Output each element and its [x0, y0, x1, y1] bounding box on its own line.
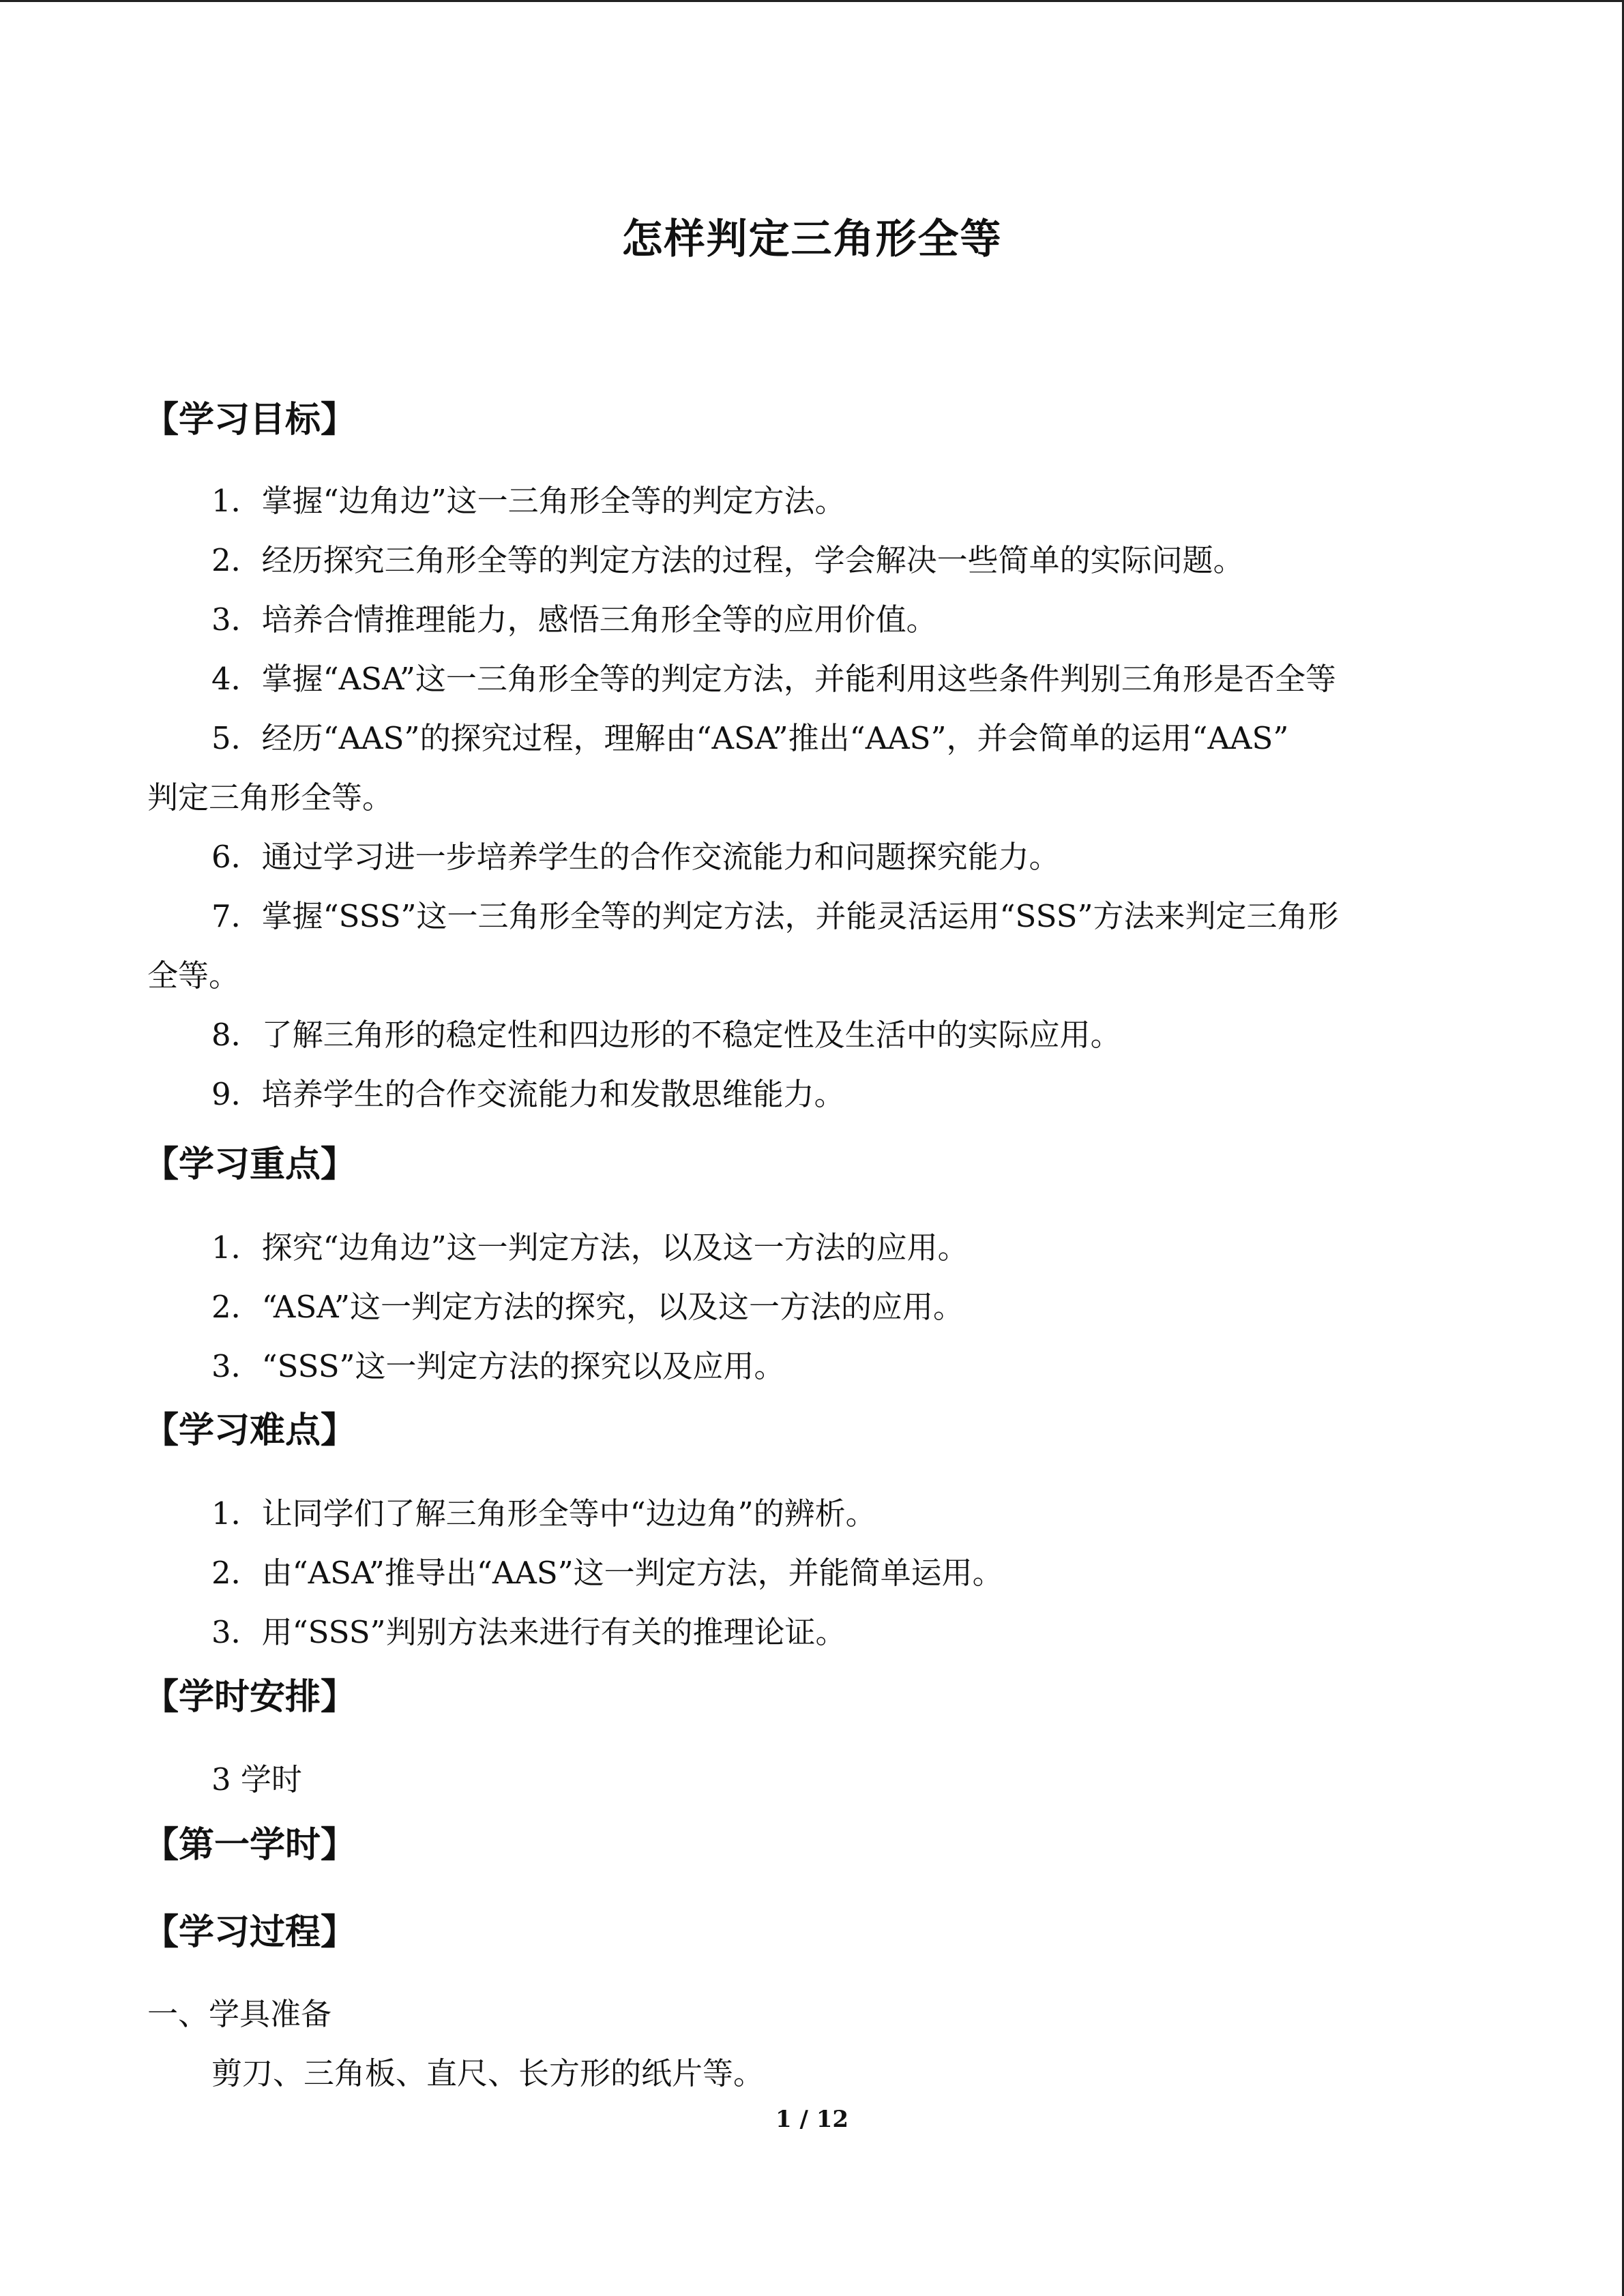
heading-first-period: 【第一学时】 [143, 1825, 357, 1866]
process-subheading: 一、学具准备 [147, 1996, 332, 2032]
goal-item-2: 2．经历探究三角形全等的判定方法的过程，学会解决一些简单的实际问题。 [211, 542, 1244, 578]
heading-difficulties: 【学习难点】 [143, 1410, 357, 1451]
goal-item-7-continued: 全等。 [147, 957, 240, 994]
goal-item-1: 1．掌握“边角边”这一三角形全等的判定方法。 [211, 483, 846, 519]
process-text: 剪刀、三角板、直尺、长方形的纸片等。 [211, 2055, 765, 2091]
goal-item-6: 6．通过学习进一步培养学生的合作交流能力和问题探究能力。 [211, 839, 1060, 875]
heading-schedule: 【学时安排】 [143, 1677, 357, 1718]
goal-item-8: 8．了解三角形的稳定性和四边形的不稳定性及生活中的实际应用。 [211, 1017, 1121, 1053]
heading-learning-process: 【学习过程】 [143, 1912, 357, 1953]
goal-item-5: 5．经历“AAS”的探究过程，理解由“ASA”推出“AAS”，并会简单的运用“AAS” [211, 720, 1289, 756]
document-title: 怎样判定三角形全等 [621, 215, 1003, 263]
difficulty-item-1: 1．让同学们了解三角形全等中“边边角”的辨析。 [211, 1495, 876, 1532]
goal-item-5-continued: 判定三角形全等。 [147, 779, 394, 816]
schedule-text: 3 学时 [211, 1761, 302, 1798]
heading-key-points: 【学习重点】 [143, 1144, 357, 1185]
goal-item-3: 3．培养合情推理能力，感悟三角形全等的应用价值。 [211, 601, 937, 638]
difficulty-item-2: 2．由“ASA”推导出“AAS”这一判定方法，并能简单运用。 [211, 1555, 1003, 1591]
heading-learning-goals: 【学习目标】 [143, 400, 357, 441]
key-point-item-2: 2．“ASA”这一判定方法的探究，以及这一方法的应用。 [211, 1289, 964, 1325]
goal-item-4: 4．掌握“ASA”这一三角形全等的判定方法，并能利用这些条件判别三角形是否全等 [211, 661, 1336, 697]
goal-item-9: 9．培养学生的合作交流能力和发散思维能力。 [211, 1076, 845, 1112]
key-point-item-1: 1．探究“边角边”这一判定方法，以及这一方法的应用。 [211, 1229, 969, 1266]
key-point-item-3: 3．“SSS”这一判定方法的探究以及应用。 [211, 1348, 785, 1384]
page-number: 1 / 12 [775, 2106, 849, 2133]
difficulty-item-3: 3．用“SSS”判别方法来进行有关的推理论证。 [211, 1614, 846, 1650]
goal-item-7: 7．掌握“SSS”这一三角形全等的判定方法，并能灵活运用“SSS”方法来判定三角形 [211, 898, 1339, 934]
